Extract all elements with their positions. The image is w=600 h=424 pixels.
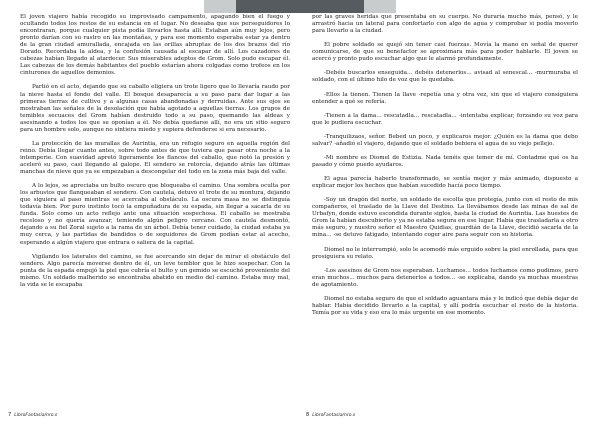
paragraph: -Debéis buscarlos enseguida... debéis detenerlos... avisad al senescal... -murmuraba el soldado, con el último hilo de voz que le quedaba.	[312, 70, 578, 84]
paragraph: -Tranquilizaos, señor. Bebed un poco, y explicaros mejor. ¿Quién es la dama que debo salvar? -añadió el viajero, dejando que el soldado bebiera el agua de su viejo pellejo.	[312, 133, 578, 147]
paragraph: A lo lejos, se apreciaba un bulto oscuro que bloqueaba el camino. Una sombra oculta por los arbustos que flanqueaban el sendero. Con cautela, detuvo el trote de su montura, dejando que siguiera al paso mientras se acercaba al obstáculo. La oscura masa no se distinguía todavía bien. Por puro instinto tocó la empuñadura de su espada, sin llegar a sacarla de su funda. Solo como un acto reflejo ante una situación sospechosa. El caballo se mostraba receloso y no quería avanzar, temiendo algún peligro cercano. Con cautela desmontó, dejando a su fiel Zoral sujeto a la rama de un árbol. Debía tener cuidado, la ciudad estaba ya muy cerca, y las partidas de bandidos o de seguidores de Grom podían estar al acecho, esperando a algún viajero que entrara o saliera de la capital.	[20, 183, 290, 246]
paragraph: -Los asesinos de Grom nos esperaban. Luchamos... todos luchamos como pudimos, pero eran muchos... muchos para detenerlos a todos... -se explicaba, dando ya muchas muestras de agotamiento.	[312, 267, 578, 288]
page-number: 7	[8, 412, 12, 418]
color-mark-dark	[268, 0, 300, 13]
left-color-marks	[204, 0, 300, 13]
paragraph: El joven viajero había recogido su improvisado campamento, apagando bien el fuego y ocultando todos los restos de su estancia en el lugar. No deseaba que sus perseguidores lo encontraran, porque cualquier pista podía llevarlos hasta allí. Estaban aún muy lejos, pero pronto darían con su rastro en las montañas, y para ese momento esperaba estar ya dentro de la gran ciudad amurallada, encajada en las orillas abruptas de los dos brazos del río Dorado. Recordaba la aldea, y la confusión causada al escapar de allí. Los cazadores de cabezas habían llegado al atardecer. Sus miserables adeptos de Grom. Solo pudo escapar él. Las cabezas de los demás habitantes del pueblo estarían ahora colgadas como trofeos en los cinturones de aquellos demonios.	[20, 14, 290, 77]
color-mark-light	[364, 0, 396, 13]
color-mark-dark	[332, 0, 364, 13]
paragraph: Vigilando los laterales del camino, se fue acercando sin dejar de mirar el obstáculo del sendero. Algo parecía moverse dentro de él, un leve temblor que le hizo sospechar. Con la punta de la espada empujó la piel que cubría el bulto y un gemido se escuchó proveniente del mismo. Un soldado malherido se encontraba abatido en medio del camino. Estaba muy mal, la vida se le escapaba	[20, 253, 290, 288]
left-page-text	[20, 14, 290, 289]
color-mark-dark	[236, 0, 268, 13]
color-mark-dark	[300, 0, 332, 13]
paragraph: Partió en el acto, dejando que su caballo eligiera un trote ligero que lo llevaría raudo por la nieve hasta el fondo del valle. El bosque desaparecía a su paso para dar lugar a las primeras tierras de cultivo y a algunas casas abandonadas y derruidas. Ante sus ojos se mostraban las señales de la desolación que había agotado a aquellas tierras. Los grupos de temibles secuaces del Grom habían destruido todo a su paso, quemando las aldeas y asesinando a todos los que se oponían a él. No debía quedarse allí, no era un sitio seguro para un hombre solo, aunque no sintiera miedo y supiera defenderse si era necesario.	[20, 84, 290, 133]
paragraph: -Tienen a la dama... rescatadla... rescatadla... -intentaba explicar, forzando su voz para que le pudiera escuchar.	[312, 112, 578, 126]
right-color-marks	[300, 0, 396, 13]
page-number: 8	[306, 412, 310, 418]
left-page-footer	[8, 412, 57, 418]
footer-text: LibroFantasía/nro.s	[14, 412, 58, 418]
paragraph: Diomel no le interrumpió, solo le acomodó más erguido sobre la piel enrollada, para que prosiguiera su relato.	[312, 246, 578, 260]
right-page-footer	[306, 412, 355, 418]
paragraph: El pobre soldado se quejó sin tener casi fuerzas. Movía la mano en señal de querer comunicarse, de que su benefactor se aproximara más para poder hablarle. El joven se acercó y pronto pudo escuchar algo que le alarmó profundamente.	[312, 42, 578, 63]
paragraph: Diomel no estaba seguro de que el soldado aguantara más y le indicó que debía dejar de hablar. Había decidido llevarlo a la capital, y allí podría escuchar el resto de la historia. Temía por su vida y eso era lo más urgente en ese momento.	[312, 295, 578, 316]
paragraph: por las graves heridas que presentaba en su cuerpo. No duraría mucho más, pensó, y le arrastró hacia un lateral para confortarlo con algo de agua y comprobar si podía moverlo para llevarlo a la ciudad.	[312, 14, 578, 35]
footer-text: LibroFantasía/nro.s	[312, 412, 356, 418]
paragraph: -Mi nombre es Diomel de Estizia. Nada tenéis que temer de mí. Contadme qué os ha pasado y cómo puedo ayudaros.	[312, 154, 578, 168]
color-mark-light	[204, 0, 236, 13]
right-page-text	[312, 14, 578, 317]
paragraph: El agua parecía haberlo transformado, se sentía mejor y más animado, dispuesto a explicar mejor los hechos que habían sucedido hacía poco tiempo.	[312, 176, 578, 190]
paragraph: -Soy un dragón del norte, un soldado de escolta que protegía, junto con el resto de mis compañeros, el traslado de la Llave del Destino. La llevábamos desde las minas de sal de Urbafyn, donde estuvo escondida durante siglos, hasta la ciudad de Aurintia. Las huestes de Grom la habían descubierto y ya no estaba segura en ese lugar. Había que trasladarla a otro más seguro, y nuestro señor el Maestro Quidias, guardián de la Llave, decidió sacarla de la mina... -se detuvo fatigado, intentando coger aire para seguir con su historia.	[312, 197, 578, 239]
right-page	[300, 0, 600, 424]
paragraph: -Ellos la tienen. Tienen la llave -repetía una y otra vez, sin que el viajero consiguiera entender a qué se refería.	[312, 91, 578, 105]
paragraph: La protección de las murallas de Aurintia, era un refugio seguro en aquella región del reino. Debía llegar cuanto antes, sobre todo antes de que tuviera que pasar otra noche a la intemperie. Con suavidad apretó ligeramente los flancos del caballo, que notó la presión y aceleró su paso, casi llegando al galope. El sendero se retorcía, dejando atrás las últimas manchas de nieve que ya se empezaban a descongelar del todo en la zona más baja del valle.	[20, 140, 290, 176]
